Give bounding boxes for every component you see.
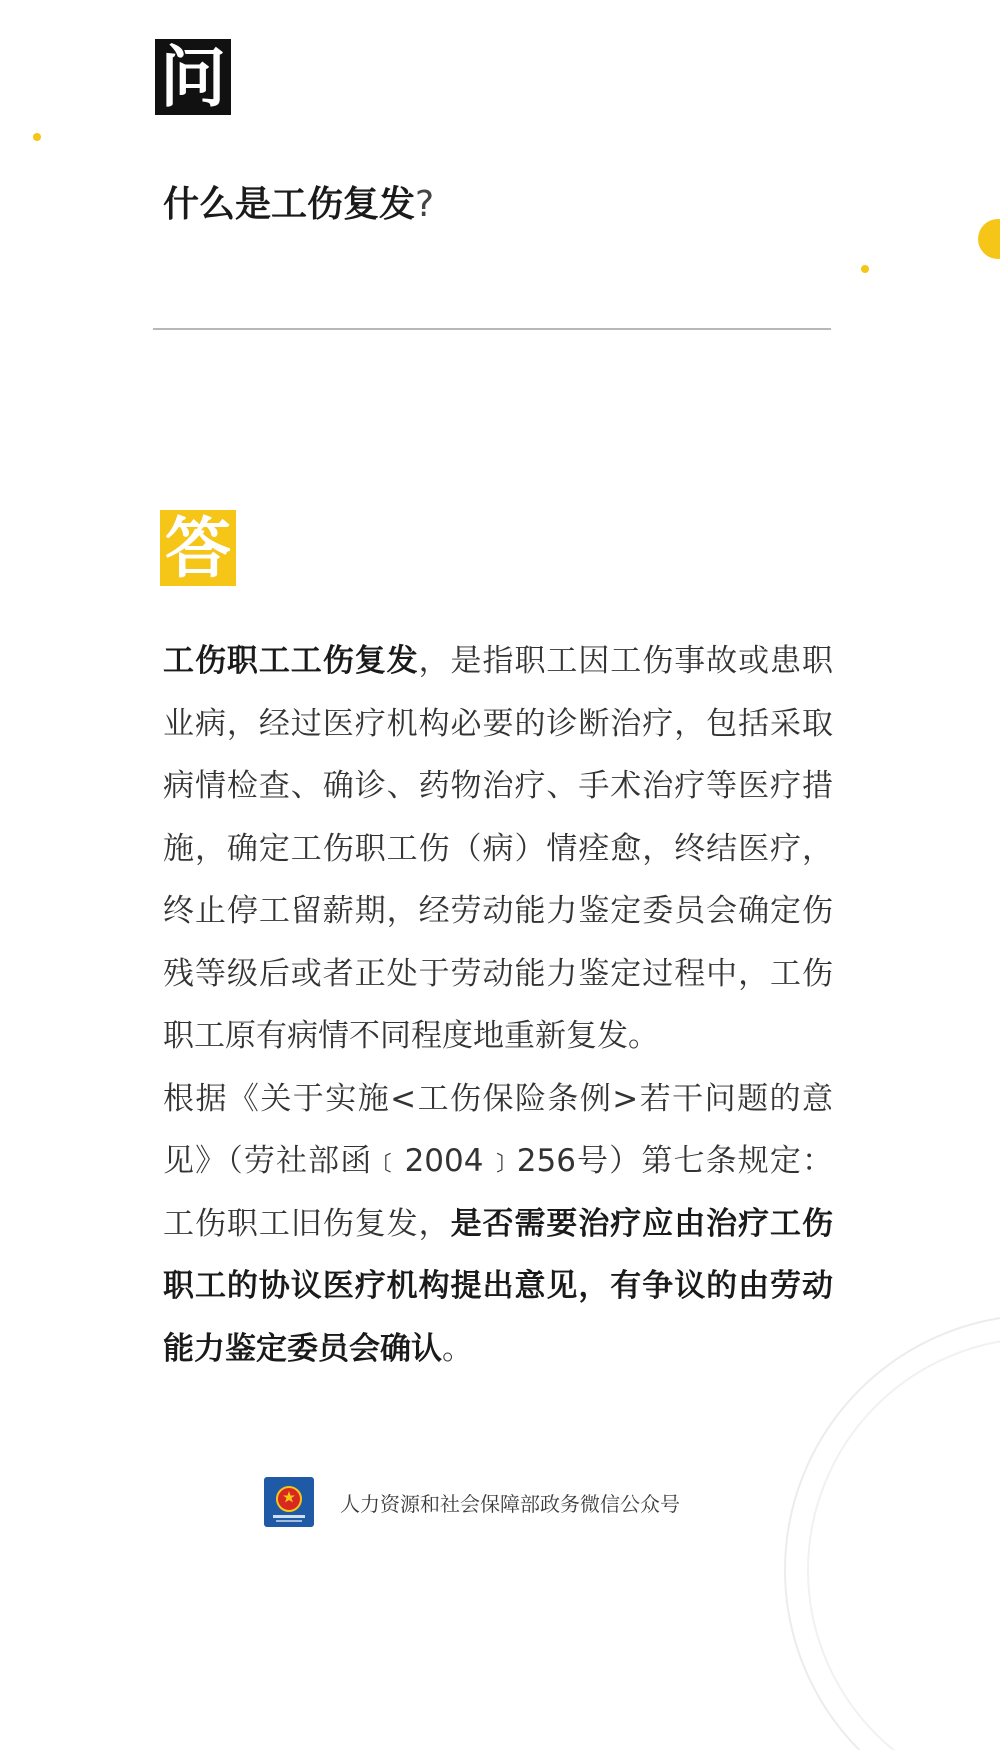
decorative-dot [861, 265, 869, 273]
decorative-dot [33, 133, 41, 141]
national-emblem-icon [264, 1477, 314, 1527]
question-text: 什么是工伤复发 [163, 184, 416, 225]
answer-definition-text: ，是指职工因工伤事故或患职业病，经过医疗机构必要的诊断治疗，包括采取病情检查、确诊、药物治疗、手术治疗等医疗措施，确定工伤职工伤（病）情痊愈，终结医疗，终止停工留薪期，经劳动能力鉴定委员会确定伤残等级后或者正处于劳动能力鉴定过程中，工伤职工原有病情不同程度地重新复发。 [163, 643, 834, 1054]
question-badge: 问 [155, 39, 231, 115]
section-divider [153, 328, 831, 330]
regulation-emphasis: 是否需要治疗应由治疗工伤职工的协议医疗机构提出意见，有争议的由劳动能力鉴定委员会确认 [163, 1205, 834, 1367]
question-mark: ? [415, 184, 435, 225]
answer-paragraph-definition [163, 630, 833, 1068]
footer [264, 1476, 680, 1528]
answer-badge: 答 [160, 510, 236, 586]
decorative-half-circle [978, 219, 1000, 259]
question-title [163, 180, 434, 230]
answer-paragraph-regulation [163, 1068, 833, 1381]
regulation-text: 根据《关于实施<工伤保险条例>若干问题的意见》（劳社部函﹝2004﹞256号）第七条规定：工伤职工旧伤复发， [163, 1080, 833, 1242]
answer-body [163, 630, 833, 1380]
account-name: 人力资源和社会保障部政务微信公众号 [340, 1491, 680, 1516]
regulation-end: 。 [442, 1330, 473, 1367]
answer-term: 工伤职工工伤复发 [163, 643, 419, 679]
